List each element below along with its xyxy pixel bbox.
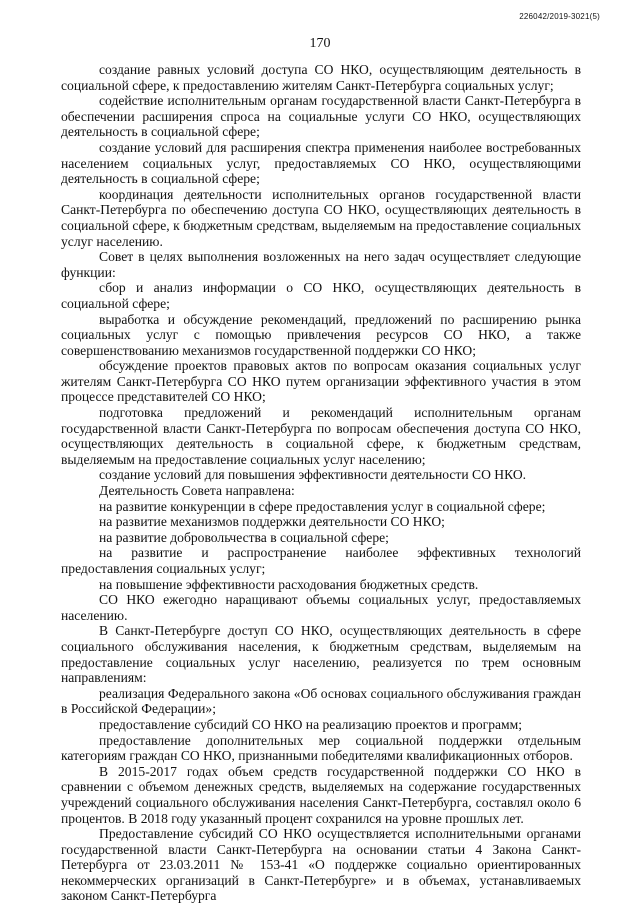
paragraph: обсуждение проектов правовых актов по вопросам оказания социальных услуг жителям Санкт-Петербурга СО НКО путем организации эффективного участия в этом процессе представителей СО НКО; [61,358,581,405]
paragraph: предоставление дополнительных мер социальной поддержки отдельным категориям граждан СО НКО, признанными победителями квалификационных отборов. [61,732,581,764]
paragraph: Деятельность Совета направлена: [99,483,295,499]
paragraph: В 2015-2017 годах объем средств государственной поддержки СО НКО в сравнении с объемом денежных средств, выделяемых на содержание государственных учреждений социального обслуживания населения Санкт-Петербурга, составлял около 6 процентов. В 2018 году указанный процент сохранился на уровне прошлых лет. [61,763,581,826]
paragraph: предоставление субсидий СО НКО на реализацию проектов и программ; [99,716,523,732]
paragraph: на повышение эффективности расходования бюджетных средств. [99,576,479,592]
paragraph: создание условий для расширения спектра применения наиболее востребованных населением социальных услуг, предоставляемых СО НКО, осуществляющими деятельность в социальной сфере; [61,139,581,187]
paragraph: на развитие и распространение наиболее эффективных технологий предоставления социальных услуг; [61,545,581,576]
paragraph: на развитие добровольчества в социальной сфере; [99,529,389,545]
paragraph: на развитие конкуренции в сфере предоставления услуг в социальной сфере; [99,498,546,514]
page-number: 170 [309,36,331,51]
paragraph: Предоставление субсидий СО НКО осуществляется исполнительными органами государственной власти Санкт-Петербурга на основании статьи 4 Закона Санкт-Петербурга от 23.03.2011 № 153-41 «О поддержке социально ориентированных некоммерческих организаций в Санкт-Петербурге» и в объемах, устанавливаемых законом Санкт-Петербурга [61,826,581,904]
paragraph: подготовка предложений и рекомендаций исполнительным органам государственной власти Санкт-Петербурга по вопросам обеспечения доступа СО НКО, осуществляющих деятельность в социальной сфере, к бюджетным средствам, выделяемым на предоставление социальных услуг населению; [61,405,581,467]
paragraph: содействие исполнительным органам государственной власти Санкт-Петербурга в обеспечении расширения спроса на социальные услуги СО НКО, осуществляющих деятельность в социальной сфере; [61,93,581,140]
paragraph: координация деятельности исполнительных органов государственной власти Санкт-Петербурга по обеспечению доступа СО НКО, осуществляющих деятельность в социальной сфере, к бюджетным средствам, выделяемым на предоставление социальных услуг населению. [61,186,581,249]
paragraph: создание равных условий доступа СО НКО, осуществляющим деятельность в социальной сфере, к предоставлению жителям Санкт-Петербурга социальных услуг; [61,62,581,93]
document-id: 226042/2019-3021(5) [519,12,600,21]
paragraph: СО НКО ежегодно наращивают объемы социальных услуг, предоставляемых населению. [61,592,581,623]
paragraph: сбор и анализ информации о СО НКО, осуществляющих деятельность в социальной сфере; [61,280,581,311]
document-body [61,62,581,904]
paragraph: создание условий для повышения эффективности деятельности СО НКО. [99,467,527,483]
paragraph: В Санкт-Петербурге доступ СО НКО, осуществляющих деятельность в сфере социального обслуживания населения, к бюджетным средствам, выделяемым на предоставление социальных услуг населению, реализуется по трем основным направлениям: [61,623,581,686]
paragraph: выработка и обсуждение рекомендаций, предложений по расширению рынка социальных услуг с помощью привлечения ресурсов СО НКО, а также совершенствованию механизмов государственной поддержки СО НКО; [61,311,581,358]
paragraph: Совет в целях выполнения возложенных на него задач осуществляет следующие функции: [61,249,581,280]
paragraph: на развитие механизмов поддержки деятельности СО НКО; [99,514,445,530]
paragraph: реализация Федерального закона «Об основах социального обслуживания граждан в Российской Федерации»; [61,685,581,717]
